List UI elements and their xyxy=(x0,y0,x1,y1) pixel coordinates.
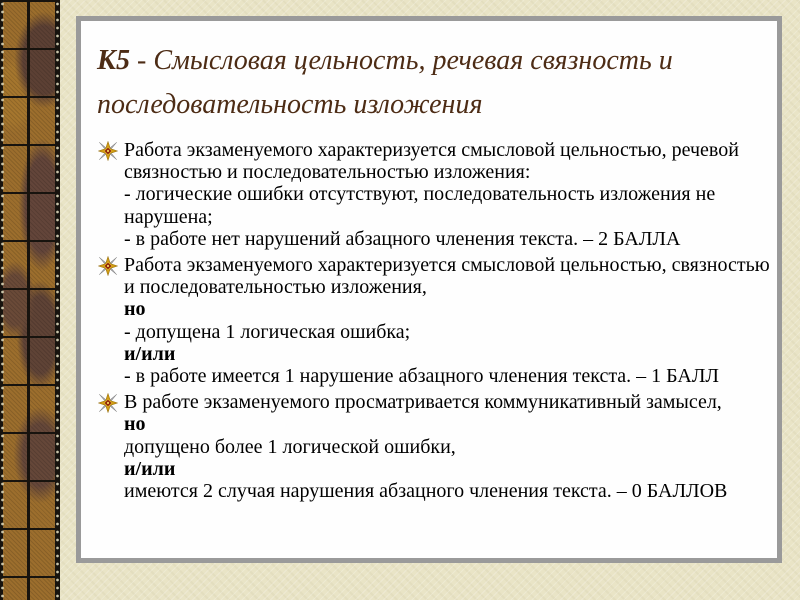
compass-star-bullet-icon xyxy=(97,254,124,282)
bullet-text-row: - допущена 1 логическая ошибка; xyxy=(124,320,411,343)
bullet-text-row-bold: но xyxy=(124,413,146,436)
compass-star-bullet-icon xyxy=(97,139,124,167)
bullet-text-row: - логические ошибки отсутствуют, последовательность изложения не нарушена; xyxy=(124,183,716,228)
bullet-text xyxy=(124,391,771,502)
bullet-text-row-bold: но xyxy=(124,298,146,321)
bullet-item-0-points xyxy=(97,391,771,502)
compass-star-bullet-icon xyxy=(97,391,124,419)
bullet-text-row: - в работе нет нарушений абзацного членения текста. – 2 БАЛЛА xyxy=(124,227,681,250)
content-card xyxy=(76,16,782,563)
bullet-text-row: допущено более 1 логической ошибки, xyxy=(124,435,456,458)
bullet-text xyxy=(124,254,771,387)
slide-title xyxy=(97,39,771,127)
title-criterion-code: К5 xyxy=(97,45,130,76)
bullet-text-row-bold: и/или xyxy=(124,457,176,480)
title-text: - Смысловая цельность, речевая связность и последовательность изложения xyxy=(97,45,673,120)
bullet-text-row: - в работе имеется 1 нарушение абзацного членения текста. – 1 БАЛЛ xyxy=(124,365,719,388)
bullet-text xyxy=(124,139,771,250)
bullet-item-2-points xyxy=(97,139,771,250)
bullet-item-1-point xyxy=(97,254,771,387)
bullet-text-row: Работа экзаменуемого характеризуется смысловой цельностью, речевой связностью и последовательностью изложения: xyxy=(124,139,739,184)
bullet-text-row: имеются 2 случая нарушения абзацного членения текста. – 0 БАЛЛОВ xyxy=(124,480,728,503)
bullet-text-row-bold: и/или xyxy=(124,342,176,365)
bullet-text-row: В работе экзаменуемого просматривается коммуникативный замысел, xyxy=(124,391,722,414)
bullet-list xyxy=(97,139,771,502)
filmstrip-decoration xyxy=(0,0,60,600)
bullet-text-row: Работа экзаменуемого характеризуется смысловой цельностью, связностью и последовательностью изложения, xyxy=(124,254,770,299)
